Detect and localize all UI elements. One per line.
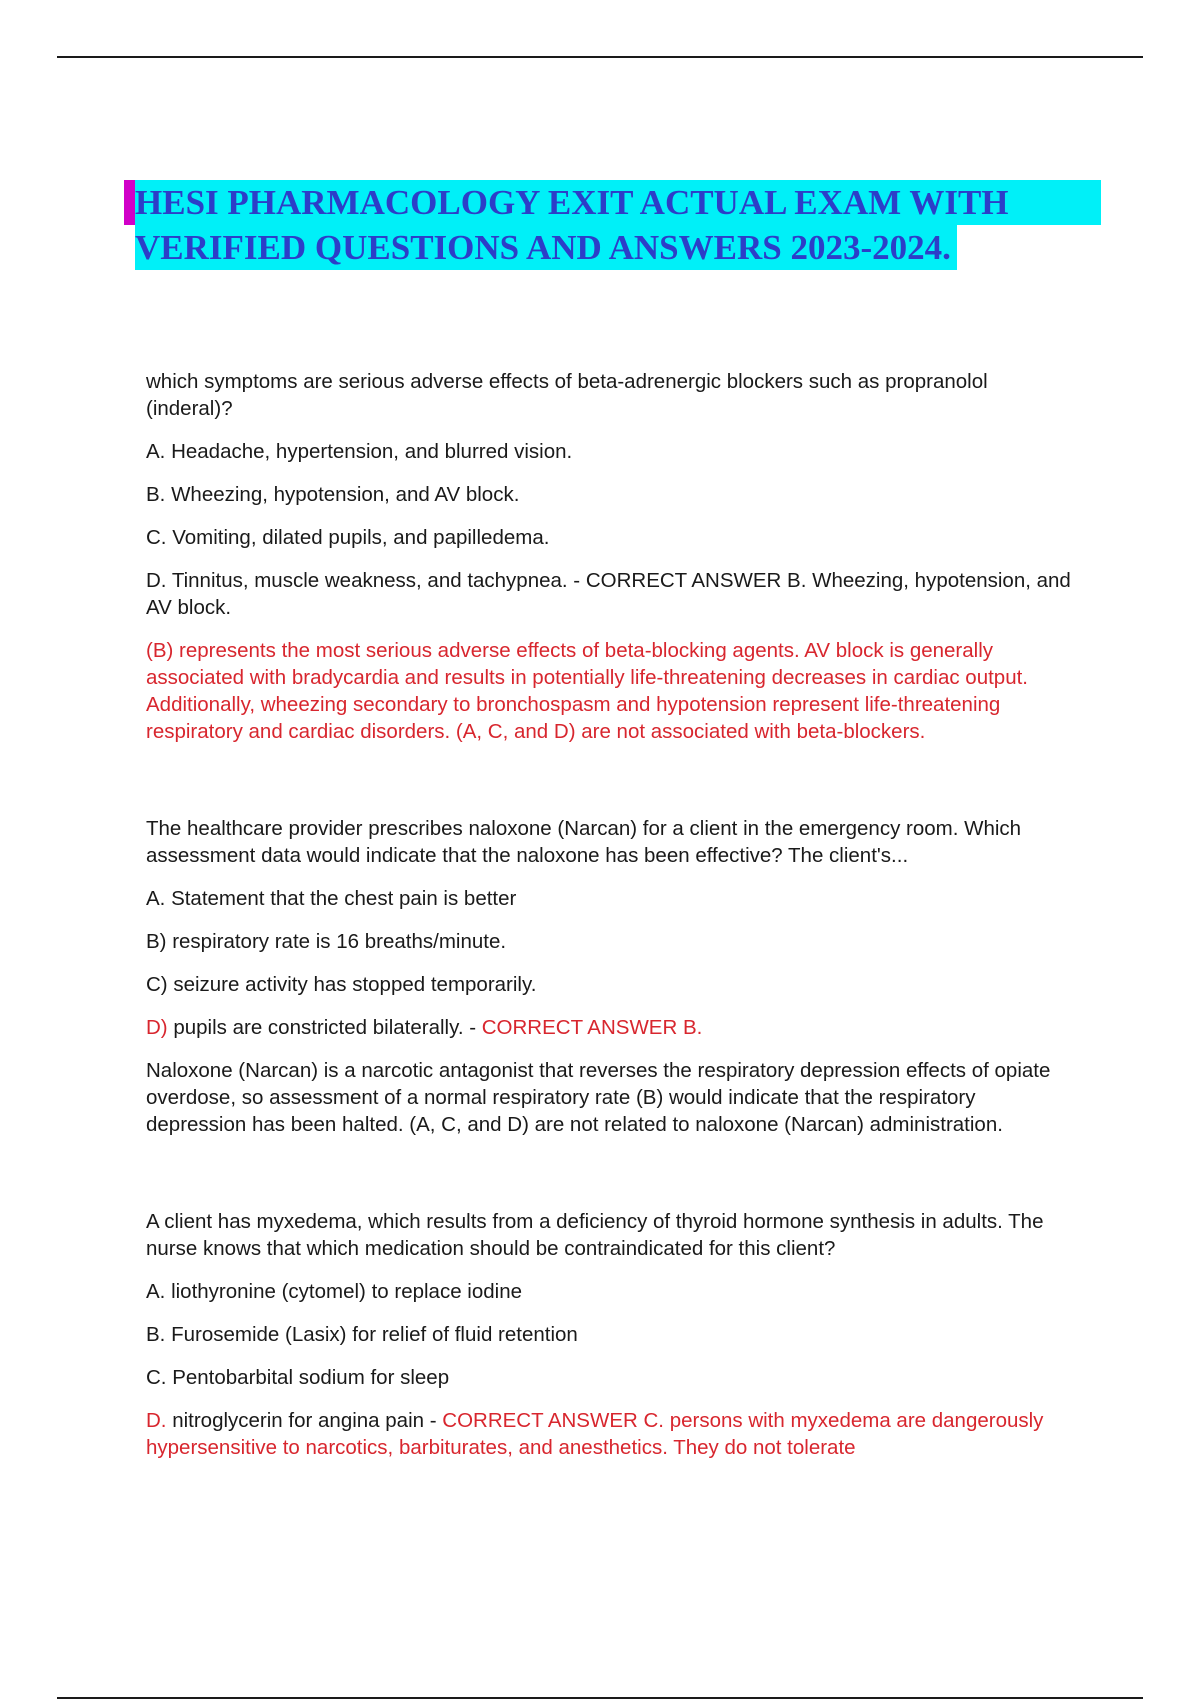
- title-line-1: HESI PHARMACOLOGY EXIT ACTUAL EXAM WITH: [124, 180, 1101, 225]
- q2-option-c: C) seizure activity has stopped temporarily.: [146, 973, 537, 996]
- q1-rationale: (B) represents the most serious adverse effects of beta-blocking agents. AV block is generally associated with bradycardia and results in potentially life-threatening decreases in cardiac output. Additionally, wheezing secondary to bronchospasm and hypotension represent life-threatening respiratory and cardiac disorders. (A, C, and D) are not associated with beta-blockers.: [146, 639, 1029, 743]
- q3-option-a: A. liothyronine (cytomel) to replace iodine: [146, 1280, 523, 1303]
- document-body: [146, 368, 1076, 1461]
- q2-option-d-letter: D): [146, 1016, 168, 1039]
- q2-correct-answer: CORRECT ANSWER B.: [481, 1016, 703, 1039]
- q2-option-a: A. Statement that the chest pain is better: [146, 887, 517, 910]
- q2-rationale: Naloxone (Narcan) is a narcotic antagonist that reverses the respiratory depression effects of opiate overdose, so assessment of a normal respiratory rate (B) would indicate that the respiratory depression has been halted. (A, C, and D) are not related to naloxone (Narcan) administration.: [146, 1059, 1051, 1136]
- q1-stem: which symptoms are serious adverse effects of beta-adrenergic blockers such as propranolol (inderal)?: [146, 370, 988, 420]
- q3-option-d-letter: D.: [146, 1409, 167, 1432]
- document-title: [135, 180, 1095, 270]
- q3-stem: A client has myxedema, which results from a deficiency of thyroid hormone synthesis in adults. The nurse knows that which medication should be contraindicated for this client?: [146, 1210, 1044, 1260]
- q3-option-b: B. Furosemide (Lasix) for relief of fluid retention: [146, 1323, 578, 1346]
- q3-option-d: [146, 1407, 1076, 1461]
- bottom-rule: [57, 1697, 1143, 1699]
- q1-option-b: B. Wheezing, hypotension, and AV block.: [146, 483, 520, 506]
- q2-option-d: [146, 1014, 1076, 1041]
- q2-option-d-text: pupils are constricted bilaterally. -: [167, 1016, 482, 1039]
- top-rule: [57, 56, 1143, 58]
- q3-correct-answer: CORRECT ANSWER C. persons with myxedema are dangerously hypersensitive to narcotics, barbiturates, and anesthetics. They do not tolerate: [146, 1409, 1044, 1459]
- title-line-2: VERIFIED QUESTIONS AND ANSWERS 2023-2024.: [135, 225, 957, 270]
- q2-option-b: B) respiratory rate is 16 breaths/minute.: [146, 930, 507, 953]
- q1-option-a: A. Headache, hypertension, and blurred vision.: [146, 440, 573, 463]
- q1-option-d: D. Tinnitus, muscle weakness, and tachypnea. - CORRECT ANSWER B. Wheezing, hypotension, and AV block.: [146, 569, 1071, 619]
- q2-stem: The healthcare provider prescribes naloxone (Narcan) for a client in the emergency room. Which assessment data would indicate that the naloxone has been effective? The client's...: [146, 817, 1022, 867]
- q3-option-d-text: nitroglycerin for angina pain -: [166, 1409, 443, 1432]
- q1-option-c: C. Vomiting, dilated pupils, and papilledema.: [146, 526, 550, 549]
- q3-option-c: C. Pentobarbital sodium for sleep: [146, 1366, 450, 1389]
